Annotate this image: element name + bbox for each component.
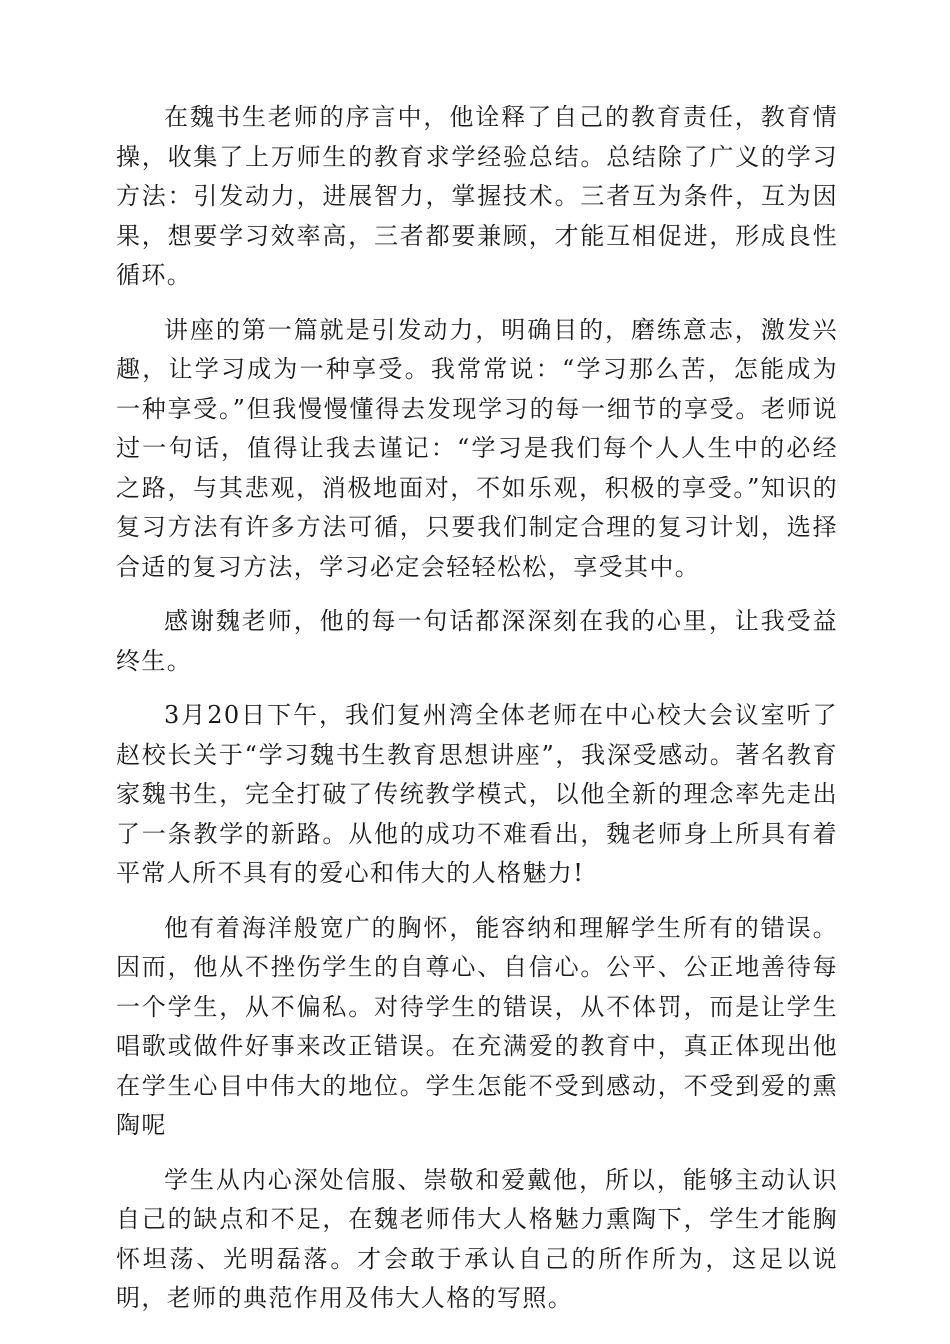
paragraph-6: 学生从内心深处信服、崇敬和爱戴他，所以，能够主动认识自己的缺点和不足，在魏老师伟大人格魅力熏陶下，学生才能胸怀坦荡、光明磊落。才会敢于承认自己的所作所为，这足以说明，老师的典范作用及伟大人格的写照。 [116, 1165, 838, 1312]
paragraph-5: 他有着海洋般宽广的胸怀，能容纳和理解学生所有的错误。因而，他从不挫伤学生的自尊心、自信心。公平、公正地善待每一个学生，从不偏私。对待学生的错误，从不体罚，而是让学生唱歌或做件好事来改正错误。在充满爱的教育中，真正体现出他在学生心目中伟大的地位。学生怎能不受到感动，不受到爱的熏陶呢 [116, 913, 838, 1139]
paragraph-2: 讲座的第一篇就是引发动力，明确目的，磨练意志，激发兴趣，让学习成为一种享受。我常常说：“学习那么苦，怎能成为一种享受。”但我慢慢懂得去发现学习的每一细节的享受。老师说过一句话，值得让我去谨记：“学习是我们每个人人生中的必经之路，与其悲观，消极地面对，不如乐观，积极的享受。”知识的复习方法有许多方法可循，只要我们制定合理的复习计划，选择合适的复习方法，学习必定会轻轻松松，享受其中。 [116, 315, 838, 581]
paragraph-4: 3月20日下午，我们复州湾全体老师在中心校大会议室听了赵校长关于“学习魏书生教育思想讲座”，我深受感动。著名教育家魏书生，完全打破了传统教学模式，以他全新的理念率先走出了一条教学的新路。从他的成功不难看出，魏老师身上所具有着平常人所不具有的爱心和伟大的人格魅力! [116, 701, 838, 887]
paragraph-1: 在魏书生老师的序言中，他诠释了自己的教育责任，教育情操，收集了上万师生的教育求学经验总结。总结除了广义的学习方法：引发动力，进展智力，掌握技术。三者互为条件，互为因果，想要学习效率高，三者都要兼顾，才能互相促进，形成良性循环。 [116, 103, 838, 289]
paragraph-3: 感谢魏老师，他的每一句话都深深刻在我的心里，让我受益终生。 [116, 607, 838, 675]
document-page [116, 98, 838, 1334]
